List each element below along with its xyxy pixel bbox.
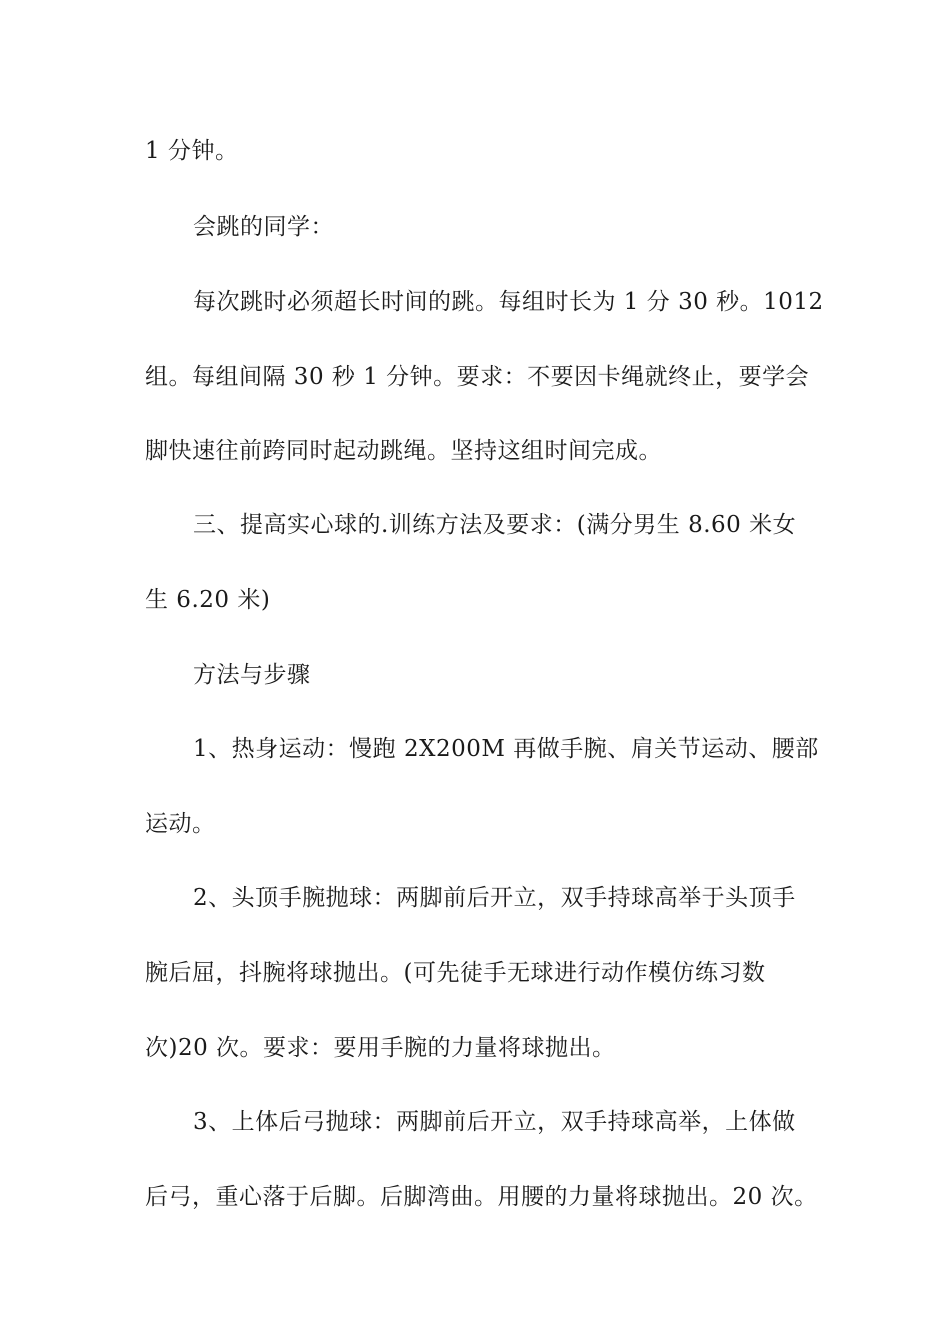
text-line: 组。每组间隔 30 秒 1 分钟。要求：不要因卡绳就终止，要学会 [145,364,810,390]
text-line: 脚快速往前跨同时起动跳绳。坚持这组时间完成。 [145,438,662,464]
text-line: 方法与步骤 [193,662,311,688]
text-line: 1 分钟。 [145,138,239,164]
text-line: 后弓，重心落于后脚。后脚湾曲。用腰的力量将球抛出。20 次。 [145,1184,818,1210]
text-line: 1、热身运动：慢跑 2X200M 再做手腕、肩关节运动、腰部 [193,736,819,762]
text-line: 3、上体后弓抛球：两脚前后开立，双手持球高举，上体做 [193,1109,796,1135]
text-line: 腕后屈，抖腕将球抛出。(可先徒手无球进行动作模仿练习数 [145,960,766,986]
text-line: 次)20 次。要求：要用手腕的力量将球抛出。 [145,1035,616,1061]
text-line: 生 6.20 米) [145,587,271,613]
text-line: 运动。 [145,811,216,837]
text-line: 每次跳时必须超长时间的跳。每组时长为 1 分 30 秒。1012 [193,289,824,315]
text-line: 2、头顶手腕抛球：两脚前后开立，双手持球高举于头顶手 [193,885,796,911]
text-line: 三、提高实心球的.训练方法及要求：(满分男生 8.60 米女 [193,512,797,538]
text-line: 会跳的同学： [193,214,334,240]
